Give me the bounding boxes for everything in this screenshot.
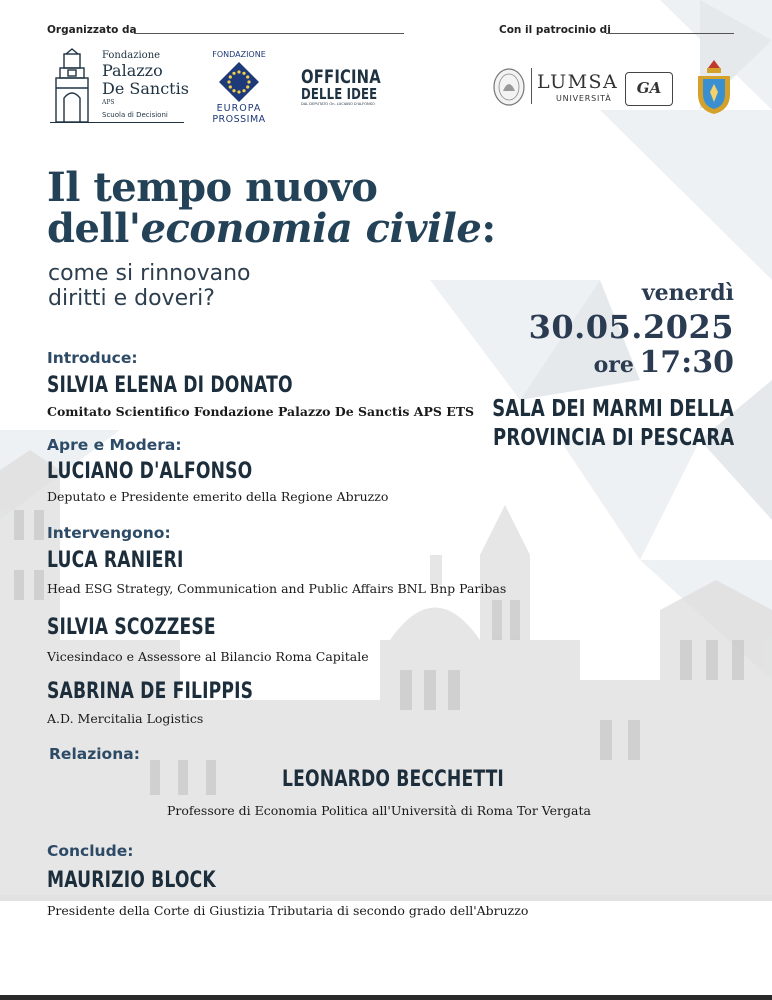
palazzo-line5: Scuola di Decisioni: [102, 111, 168, 119]
fondazione-europa-prossima-logo: [206, 50, 272, 126]
speaker-name: LUCA RANIERI: [47, 548, 184, 573]
apre-label: Apre e Modera:: [47, 436, 182, 454]
lumsa-logo-sub: UNIVERSITÀ: [556, 94, 612, 103]
europa-line2: PROSSIMA: [212, 114, 266, 125]
ga-logo-text: GA: [636, 79, 662, 97]
palazzo-line2: Palazzo: [102, 61, 163, 80]
tower-icon: [50, 48, 94, 124]
relaziona-name: LEONARDO BECCHETTI: [282, 767, 504, 792]
officina-tagline: DAL DEPUTATO On. LUCIANO D'ALFONSO: [301, 102, 375, 106]
conclude-name: MAURIZIO BLOCK: [47, 868, 216, 893]
palazzo-rule: [50, 122, 184, 123]
title-line2-italic: economia civile: [140, 205, 482, 252]
introduce-role: Comitato Scientifico Fondazione Palazzo De Sanctis APS ETS: [47, 404, 475, 419]
europa-line1: EUROPA: [216, 103, 262, 114]
subtitle-line1: come si rinnovano: [48, 261, 251, 286]
event-date: 30.05.2025: [528, 308, 734, 346]
officina-delle-idee-logo: [301, 66, 401, 116]
speaker-role: A.D. Mercitalia Logistics: [47, 711, 204, 726]
event-venue-line2: PROVINCIA DI PESCARA: [492, 425, 734, 451]
speaker-name: SILVIA SCOZZESE: [47, 615, 216, 640]
relaziona-role: Professore di Economia Politica all'Università di Roma Tor Vergata: [167, 803, 591, 818]
speaker-role: Vicesindaco e Assessore al Bilancio Roma Capitale: [47, 649, 369, 664]
title-line2-suffix: :: [481, 205, 496, 252]
palazzo-de-sanctis-logo: [50, 48, 190, 126]
palazzo-line1: Fondazione: [102, 50, 161, 61]
palazzo-line4: APS: [102, 99, 115, 106]
title-line1: Il tempo nuovo: [47, 164, 378, 211]
intervengono-label: Intervengono:: [47, 524, 171, 542]
speaker-name: SABRINA DE FILIPPIS: [47, 679, 254, 704]
introduce-label: Introduce:: [47, 349, 138, 367]
europa-top: FONDAZIONE: [212, 50, 266, 59]
introduce-name: SILVIA ELENA DI DONATO: [47, 373, 293, 398]
eu-stars-icon: [219, 62, 259, 102]
apre-role: Deputato e Presidente emerito della Regione Abruzzo: [47, 489, 389, 504]
lumsa-logo-name: LUMSA: [537, 71, 619, 93]
officina-line2: DELLE IDEE: [301, 85, 378, 103]
apre-name: LUCIANO D'ALFONSO: [47, 459, 253, 484]
lumsa-divider: [531, 68, 532, 104]
event-time: [594, 345, 734, 380]
header-rule-right: [606, 33, 734, 34]
organized-by-label: Organizzato da: [47, 24, 137, 36]
seal-logo: [492, 67, 526, 107]
event-time-value: 17:30: [639, 345, 734, 380]
event-day: venerdì: [641, 280, 734, 306]
palazzo-line3: De Sanctis: [102, 79, 189, 98]
officina-line1: OFFICINA: [301, 66, 381, 88]
header-rule-left: [134, 33, 404, 34]
speaker-role: Head ESG Strategy, Communication and Public Affairs BNL Bnp Paribas: [47, 581, 507, 596]
patronage-label: Con il patrocinio di: [499, 24, 611, 36]
ga-logo: [625, 72, 673, 106]
event-time-prefix: ore: [593, 352, 634, 378]
event-venue-line1: SALA DEI MARMI DELLA: [492, 396, 734, 422]
title-line2-prefix: dell': [47, 205, 141, 252]
subtitle-line2: diritti e doveri?: [48, 286, 215, 311]
conclude-role: Presidente della Corte di Giustizia Tributaria di secondo grado dell'Abruzzo: [47, 903, 529, 918]
title-line2: [47, 205, 496, 252]
diocese-crest-icon: [694, 58, 734, 116]
relaziona-label: Relaziona:: [49, 745, 140, 763]
conclude-label: Conclude:: [47, 842, 134, 860]
